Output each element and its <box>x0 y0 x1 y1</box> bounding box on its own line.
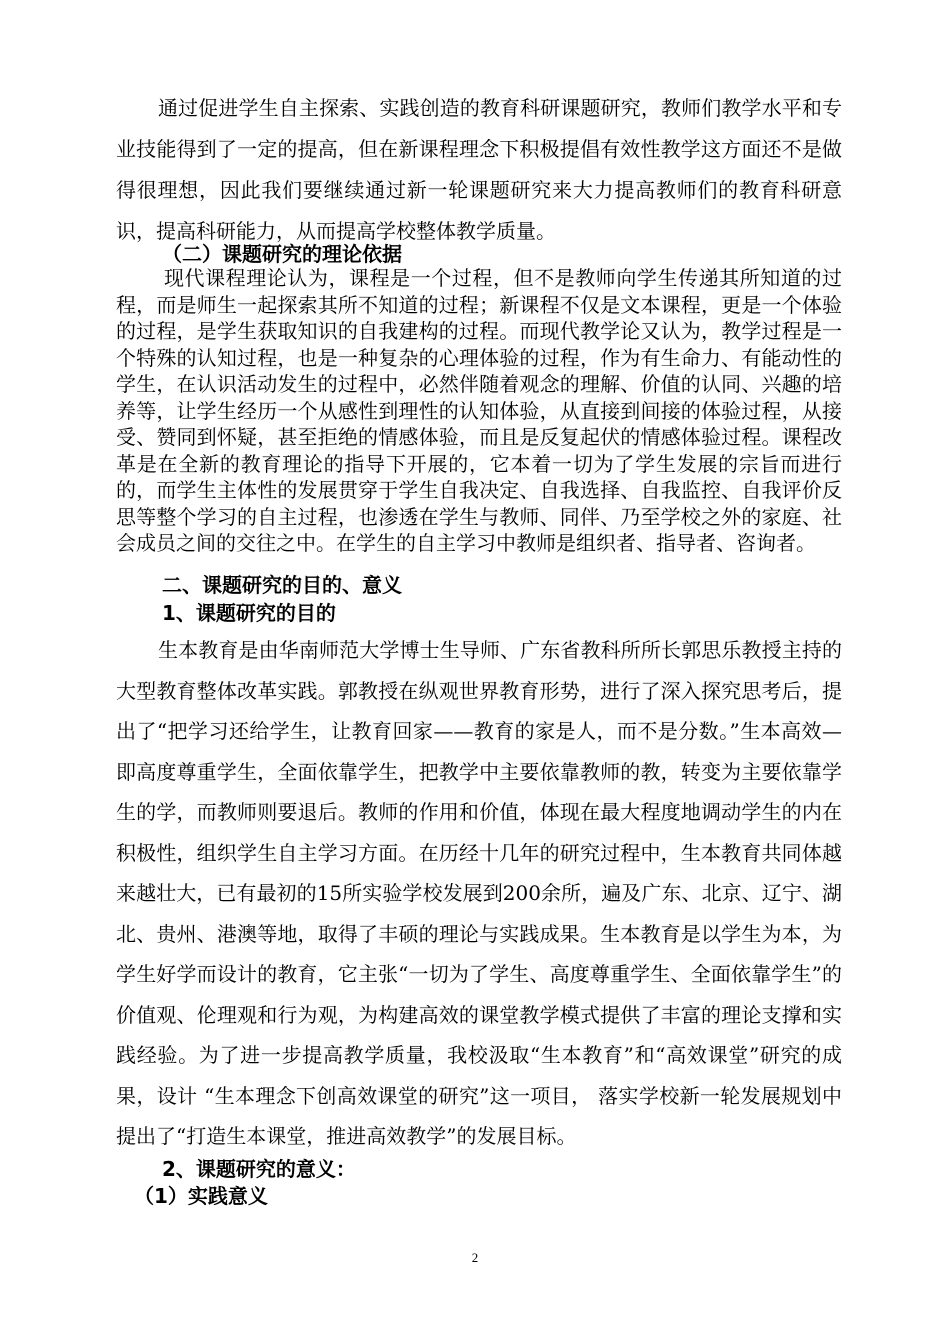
theory-paragraph: 现代课程理论认为，课程是一个过程，但不是教师向学生传递其所知道的过程，而是师生一起探索其所不知道的过程；新课程不仅是文本课程，更是一个体验的过程，是学生获取知识的自我建构的过程。而现代教学论又认为，教学过程是一个特殊的认知过程，也是一种复杂的心理体验的过程，作为有生命力、有能动性的学生，在认识活动发生的过程中，必然伴随着观念的理解、价值的认同、兴趣的培养等，让学生经历一个从感性到理性的认知体验，从直接到间接的体验过程，从接受、赞同到怀疑，甚至拒绝的情感体验，而且是反复起伏的情感体验过程。课程改革是在全新的教育理论的指导下开展的，它本着一切为了学生发展的宗旨而进行的，而学生主体性的发展贯穿于学生自我决定、自我选择、自我监控、自我评价反思等整个学习的自主过程，也渗透在学生与教师、同伴、乃至学校之外的家庭、社会成员之间的交往之中。在学生的自主学习中教师是组织者、指导者、咨询者。 <box>116 266 842 555</box>
heading-practical: （1）实践意义 <box>134 1184 268 1208</box>
intro-paragraph: 通过促进学生自主探索、实践创造的教育科研课题研究，教师们教学水平和专业技能得到了一定的提高，但在新课程理念下积极提倡有效性教学这方面还不是做得很理想，因此我们要继续通过新一轮课题研究来大力提高教师们的教育科研意识，提高科研能力，从而提高学校整体教学质量。 <box>116 96 842 243</box>
purpose-paragraph: 生本教育是由华南师范大学博士生导师、广东省教科所所长郭思乐教授主持的大型教育整体改革实践。郭教授在纵观世界教育形势，进行了深入探究思考后，提出了“把学习还给学生，让教育回家——教育的家是人，而不是分数。”生本高效—即高度尊重学生，全面依靠学生，把教学中主要依靠教师的教，转变为主要依靠学生的学，而教师则要退后。教师的作用和价值，体现在最大程度地调动学生的内在积极性，组织学生自主学习方面。在历经十几年的研究过程中，生本教育共同体越来越壮大，已有最初的15所实验学校发展到200余所，遍及广东、北京、辽宁、湖北、贵州、港澳等地，取得了丰硕的理论与实践成果。生本教育是以学生为本，为学生好学而设计的教育，它主张“一切为了学生、高度尊重学生、全面依靠学生”的价值观、伦理观和行为观，为构建高效的课堂教学模式提供了丰富的理论支撑和实践经验。为了进一步提高教学质量，我校汲取“生本教育”和“高效课堂”研究的成果，设计 “生本理念下创高效课堂的研究”这一项目， 落实学校新一轮发展规划中提出了“打造生本课堂，推进高效教学”的发展目标。 <box>116 638 842 1148</box>
heading-purpose: 1、课题研究的目的 <box>162 601 336 625</box>
heading-section-two: 二、课题研究的目的、意义 <box>162 573 402 597</box>
page-number: 2 <box>471 1250 479 1265</box>
heading-significance: 2、课题研究的意义： <box>162 1157 356 1181</box>
heading-theory-basis: （二）课题研究的理论依据 <box>162 242 402 266</box>
